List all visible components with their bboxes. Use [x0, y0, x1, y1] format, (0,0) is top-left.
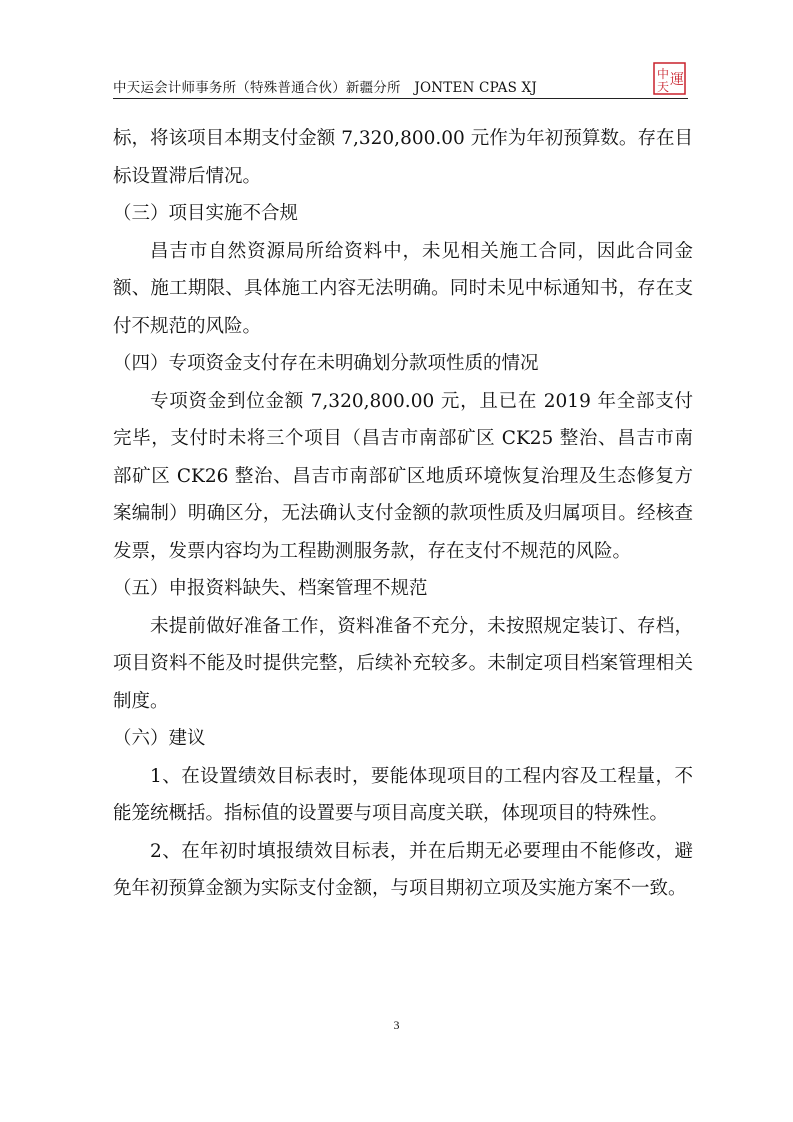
logo-char-1: 中 [657, 67, 670, 81]
firm-logo-icon [653, 62, 686, 95]
body-paragraph: 未提前做好准备工作，资料准备不充分，未按照规定装订、存档，项目资料不能及时提供完整，后续补充较多。未制定项目档案管理相关制度。 [113, 615, 693, 712]
section-heading: （四）专项资金支付存在未明确划分款项性质的情况 [113, 353, 539, 374]
header-rule [113, 98, 688, 99]
section-heading: （六）建议 [113, 728, 206, 749]
logo-char-2: 天 [657, 80, 670, 94]
header-firm-name: 中天运会计师事务所（特殊普通合伙）新疆分所 JONTEN CPAS XJ [113, 80, 537, 96]
body-paragraph: 2、在年初时填报绩效目标表，并在后期无必要理由不能修改，避免年初预算金额为实际支付金额，与项目期初立项及实施方案不一致。 [113, 840, 693, 899]
logo-char-3: 運 [670, 72, 684, 88]
section-heading: （五）申报资料缺失、档案管理不规范 [113, 578, 428, 599]
body-paragraph: 专项资金到位金额 7,320,800.00 元，且已在 2019 年全部支付完毕，支付时未将三个项目（昌吉市南部矿区 CK25 整治、昌吉市南部矿区 CK26 整治、昌吉市南部矿区地质环境恢复治理及生态修复方案编制）明确区分，无法确认支付金额的款项性质及归属项目。经核查发票，发票内容均为工程勘测服务款，存在支付不规范的风险。 [113, 390, 693, 562]
body-paragraph: 昌吉市自然资源局所给资料中，未见相关施工合同，因此合同金额、施工期限、具体施工内容无法明确。同时未见中标通知书，存在支付不规范的风险。 [113, 240, 693, 337]
section-heading: （三）项目实施不合规 [113, 203, 299, 224]
body-paragraph: 标，将该项目本期支付金额 7,320,800.00 元作为年初预算数。存在目标设置滞后情况。 [113, 128, 693, 187]
page-number: 3 [393, 1018, 400, 1032]
document-body [113, 120, 693, 908]
body-paragraph: 1、在设置绩效目标表时，要能体现项目的工程内容及工程量，不能笼统概括。指标值的设置要与项目高度关联，体现项目的特殊性。 [113, 765, 693, 824]
page-header [113, 62, 688, 102]
